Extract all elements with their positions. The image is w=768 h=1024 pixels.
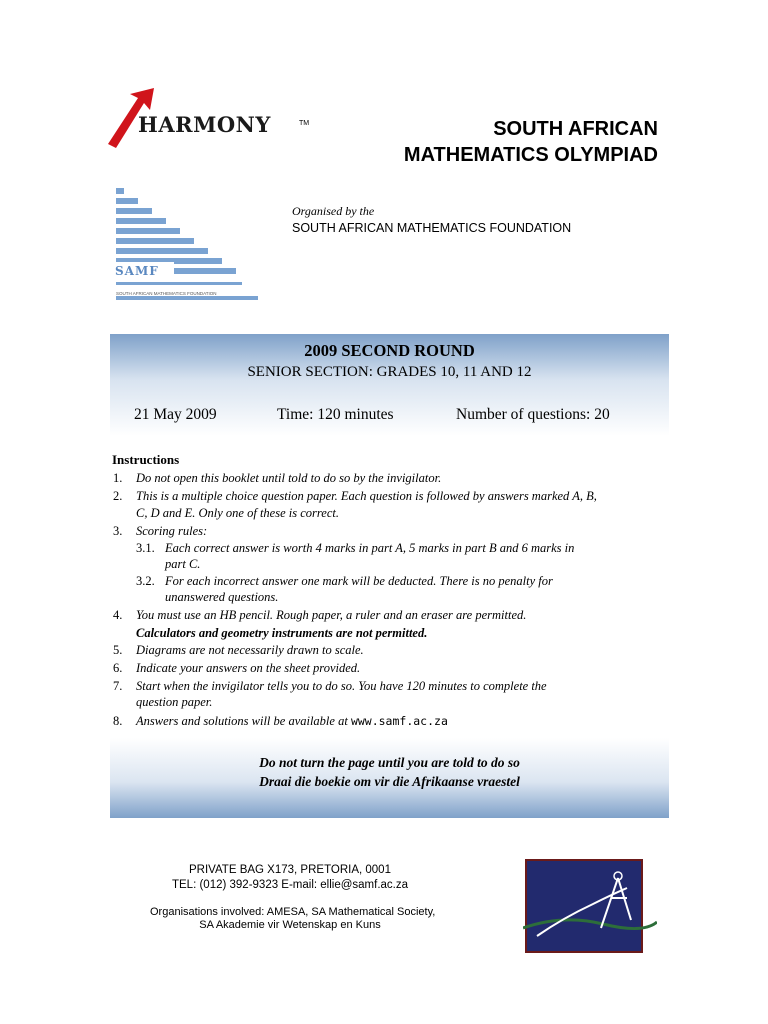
instruction-item: This is a multiple choice question paper. Each question is followed by answers marked A, B, — [136, 489, 597, 503]
organisations-line1: Organisations involved: AMESA, SA Mathematical Society, — [150, 906, 436, 918]
organised-by-label: Organised by the — [292, 204, 375, 218]
organisations-line2: SA Akademie vir Wetenskap en Kuns — [199, 919, 381, 931]
organisation-name: SOUTH AFRICAN MATHEMATICS FOUNDATION — [292, 221, 572, 235]
instruction-item-cont: unanswered questions. — [165, 590, 279, 604]
list-number: 3.1. — [136, 541, 155, 555]
instruction-item: Start when the invigilator tells you to do so. You have 120 minutes to complete the — [136, 679, 547, 693]
list-number: 8. — [113, 714, 123, 728]
list-number: 4. — [113, 608, 123, 622]
harmony-tm: TM — [299, 120, 310, 127]
instruction-item-cont: question paper. — [136, 695, 213, 709]
list-number: 3. — [113, 524, 123, 538]
instruction-item-emphasis: Calculators and geometry instruments are not permitted. — [136, 626, 428, 640]
website-link[interactable]: www.samf.ac.za — [350, 714, 448, 728]
list-number: 5. — [113, 643, 123, 657]
samf-logo-word: SAMF — [115, 264, 159, 278]
instruction-text: Answers and solutions will be available at — [136, 714, 348, 728]
exam-time: Time: 120 minutes — [277, 406, 394, 423]
list-number: 7. — [113, 679, 123, 693]
instruction-item: Scoring rules: — [136, 524, 208, 538]
instruction-item: Indicate your answers on the sheet provided. — [136, 661, 361, 675]
instructions-heading: Instructions — [112, 452, 180, 467]
instruction-item: Do not open this booklet until told to do so by the invigilator. — [136, 471, 442, 485]
warning-line-english: Do not turn the page until you are told to do so — [259, 755, 520, 770]
question-count: Number of questions: 20 — [456, 406, 610, 423]
warning-line-afrikaans: Draai die boekie om vir die Afrikaanse vraestel — [259, 774, 520, 789]
list-number: 1. — [113, 471, 123, 485]
exam-date: 21 May 2009 — [134, 406, 217, 423]
section-subtitle: SENIOR SECTION: GRADES 10, 11 AND 12 — [247, 364, 532, 380]
list-number: 2. — [113, 489, 123, 503]
instruction-item: Each correct answer is worth 4 marks in part A, 5 marks in part B and 6 marks in — [165, 541, 575, 555]
instruction-item-cont: part C. — [165, 557, 201, 571]
postal-address: PRIVATE BAG X173, PRETORIA, 0001 — [189, 864, 391, 876]
page-title-line1: SOUTH AFRICAN — [493, 118, 658, 140]
list-number: 3.2. — [136, 574, 155, 588]
instruction-item-cont: C, D and E. Only one of these is correct. — [136, 506, 339, 520]
list-number: 6. — [113, 661, 123, 675]
round-title: 2009 SECOND ROUND — [304, 341, 475, 360]
instruction-item — [136, 713, 448, 729]
instruction-item: You must use an HB pencil. Rough paper, a ruler and an eraser are permitted. — [136, 608, 527, 622]
samf-logo — [112, 186, 262, 304]
olympiad-badge-logo — [523, 858, 657, 954]
harmony-logo-text: HARMONY — [138, 112, 271, 137]
contact-details: TEL: (012) 392-9323 E-mail: ellie@samf.ac.za — [171, 879, 409, 891]
page-title-line2: MATHEMATICS OLYMPIAD — [403, 144, 658, 166]
instruction-item: Diagrams are not necessarily drawn to scale. — [136, 643, 364, 657]
samf-logo-subtext: SOUTH AFRICAN MATHEMATICS FOUNDATION — [116, 291, 217, 296]
instruction-item: For each incorrect answer one mark will be deducted. There is no penalty for — [165, 574, 553, 588]
